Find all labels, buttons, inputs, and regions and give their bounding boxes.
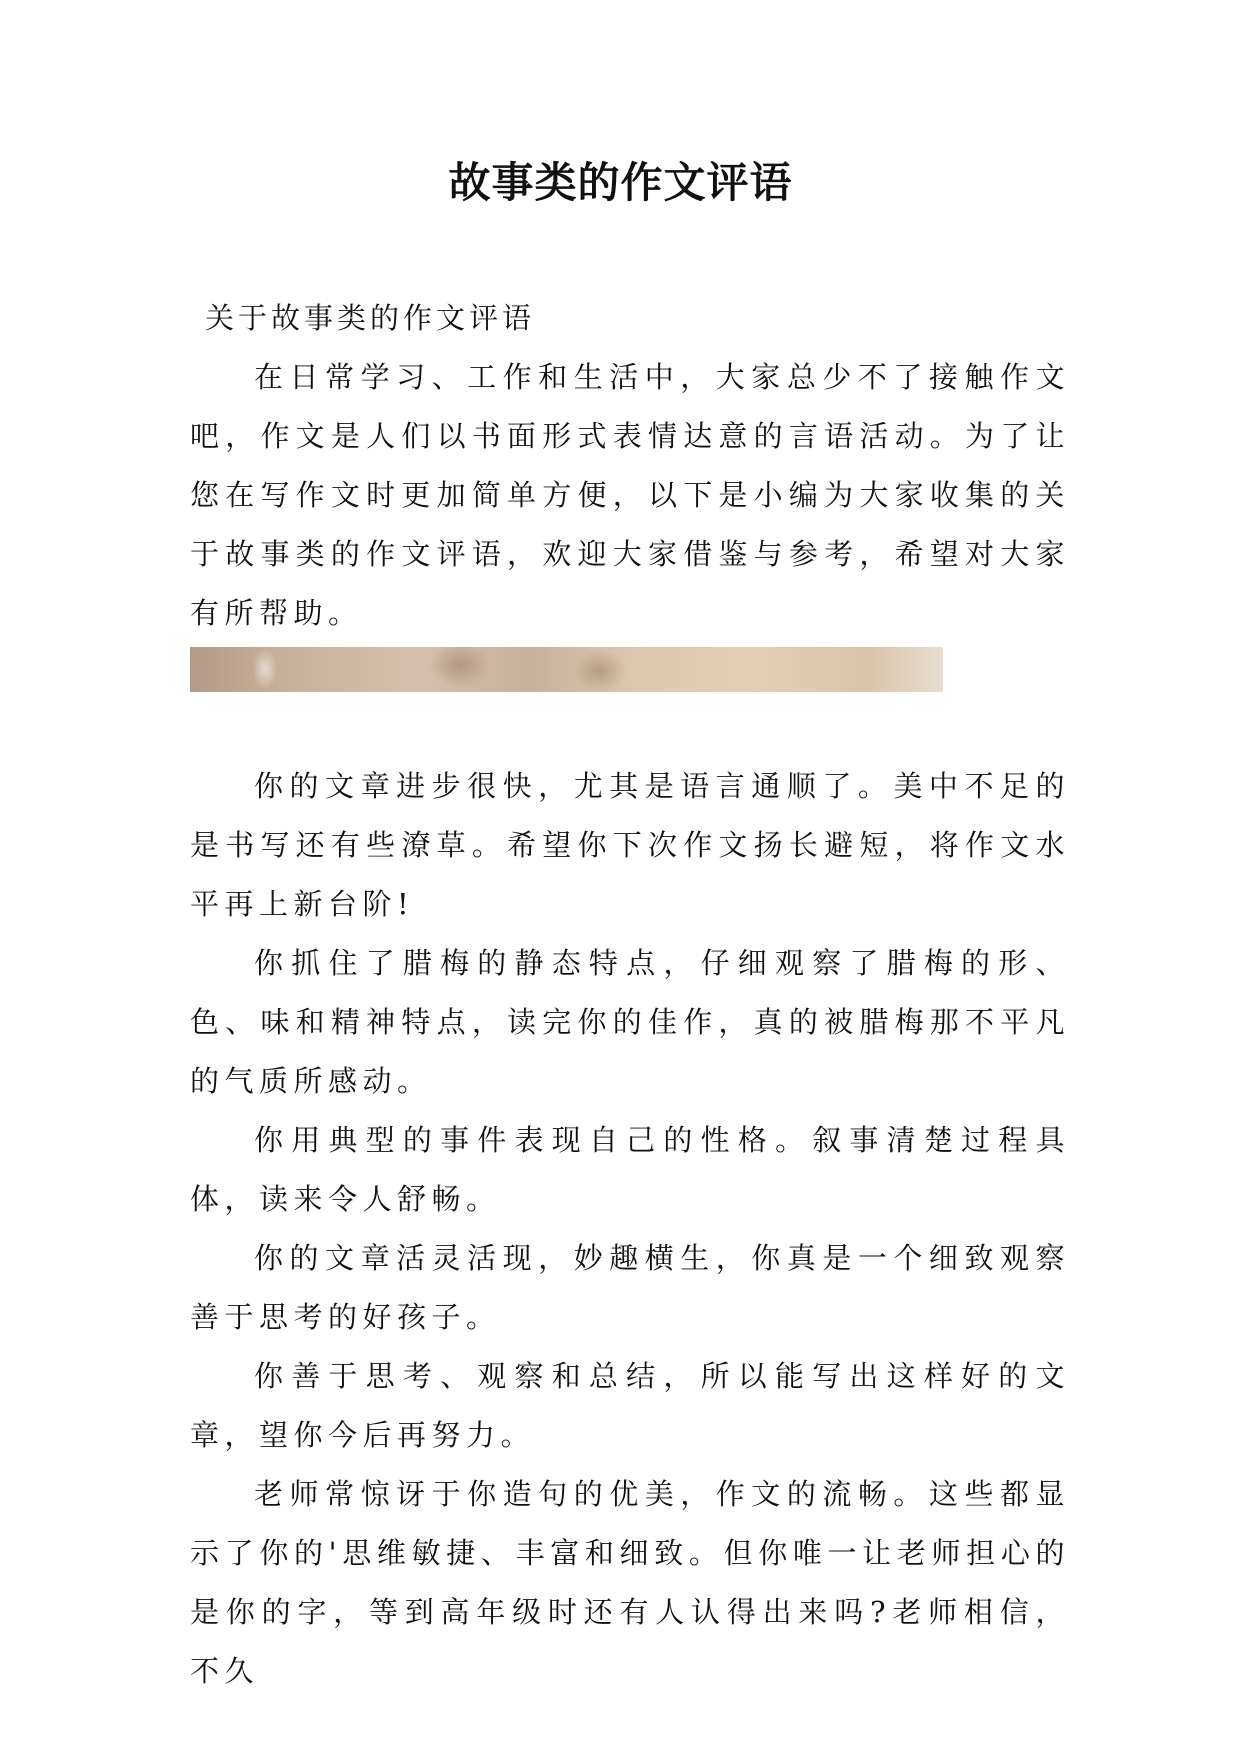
comment-paragraph: 你的文章活灵活现，妙趣横生，你真是一个细致观察善于思考的好孩子。 [190, 1241, 1070, 1334]
spacer [190, 692, 1070, 757]
banner-image [190, 647, 943, 692]
document-title: 故事类的作文评语 [448, 158, 793, 207]
comment-paragraph: 老师常惊讶于你造句的优美，作文的流畅。这些都显示了你的'思维敏捷、丰富和细致。但你唯一让老师担心的是你的字，等到高年级时还有人认得出来吗?老师相信，不久 [190, 1477, 1070, 1688]
document-subtitle: 关于故事类的作文评语 [205, 301, 536, 335]
comment-paragraph: 你用典型的事件表现自己的性格。叙事清楚过程具体，读来令人舒畅。 [190, 1123, 1070, 1216]
comment-paragraph: 你抓住了腊梅的静态特点，仔细观察了腊梅的形、色、味和精神特点，读完你的佳作，真的被腊梅那不平凡的气质所感动。 [190, 946, 1070, 1098]
comment-paragraph: 你善于思考、观察和总结，所以能写出这样好的文章，望你今后再努力。 [190, 1359, 1070, 1452]
document-body [190, 348, 1070, 1701]
intro-paragraph: 在日常学习、工作和生活中，大家总少不了接触作文吧，作文是人们以书面形式表情达意的言语活动。为了让您在写作文时更加简单方便，以下是小编为大家收集的关于故事类的作文评语，欢迎大家借鉴与参考，希望对大家有所帮助。 [190, 360, 1070, 630]
comment-paragraph: 你的文章进步很快，尤其是语言通顺了。美中不足的是书写还有些潦草。希望你下次作文扬长避短，将作文水平再上新台阶! [190, 769, 1070, 921]
